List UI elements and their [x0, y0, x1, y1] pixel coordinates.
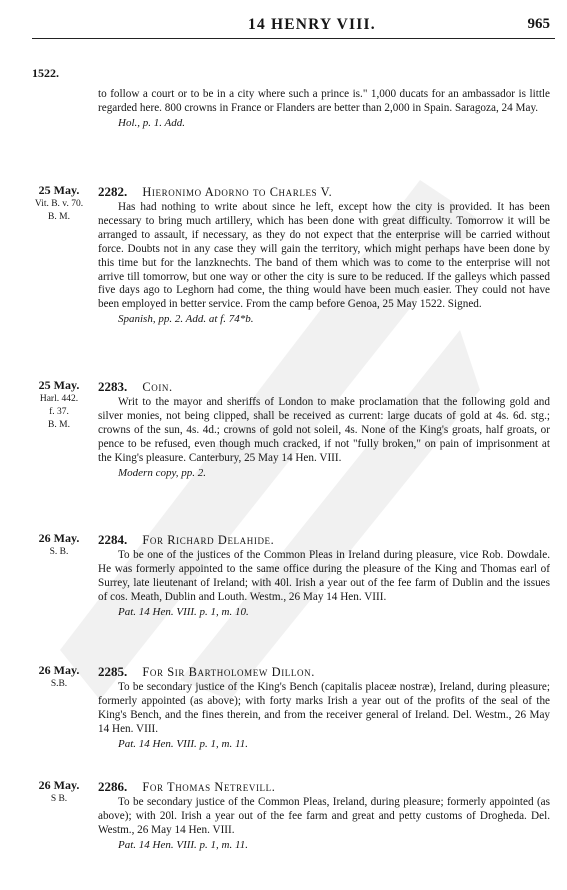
entry-ref: Vit. B. v. 70.: [34, 199, 84, 209]
entry-margin: [30, 379, 88, 432]
continued-text: to follow a court or to be in a city where such a prince is." 1,000 ducats for an ambassador is little regarded here. 800 crowns in France or Flanders are better than 2,000 in Spain. Saragoza, 24 May.: [98, 88, 550, 114]
entry-heading: For Richard Delahide.: [142, 533, 275, 547]
year-label: 1522.: [32, 66, 59, 80]
entry-text: Writ to the mayor and sheriffs of London to make proclamation that the following gold and silver monies, not being clipped, shall be received as current: large ducats of gold at 4s. 6d. stg.; crowns of the sun, 4s. 4d.; crowns of gold not soleil, 4s. None of the King's groats, half groats, or pence to be refused, even though much cracked, if not "fully broken," on pain of imprisonment at the King's pleasure. Canterbury, 25 May 14 Hen. VIII.: [98, 396, 550, 464]
entry-body: [98, 664, 550, 750]
entry-heading: For Thomas Netrevill.: [142, 780, 276, 794]
entry-text: To be one of the justices of the Common Pleas in Ireland during pleasure, vice Rob. Dowdale. He was formerly appointed to the same office during the pleasure of the King and Thomas earl of Surrey, late lieutenant of Ireland; with 40l. Irish a year out of the fee farm of Dublin and the issues of cos. Meath, Dublin and Louth. Westm., 26 May 14 Hen. VIII.: [98, 549, 550, 603]
entry-title: [98, 664, 550, 680]
entry-ref: Harl. 442.: [39, 394, 79, 404]
entry-number: 2286.: [98, 779, 128, 794]
entry-ref: S.B.: [50, 679, 68, 689]
entry-title: [98, 779, 550, 795]
entry-heading: For Sir Bartholomew Dillon.: [142, 665, 315, 679]
running-title: 14 HENRY VIII.: [248, 16, 376, 33]
continued-entry: [98, 88, 550, 129]
entry-number: 2283.: [98, 379, 128, 394]
entry-number: 2282.: [98, 184, 128, 199]
entry-text: To be secondary justice of the King's Bench (capitalis placeæ nostræ), Ireland, during pleasure; formerly appointed (as above); with forty marks Irish a year out of the profits of the seal of the King's Bench, and the fines therein, and from the receiver general of Ireland. Del. Westm., 26 May 14 Hen. VIII.: [98, 681, 550, 735]
continued-source: Hol., p. 1. Add.: [118, 116, 186, 129]
entry-date: 25 May.: [38, 378, 80, 392]
entry-body: [98, 184, 550, 325]
entry-ref: S. B.: [49, 547, 69, 557]
entry-source: Pat. 14 Hen. VIII. p. 1, m. 11.: [118, 838, 248, 851]
entry-title: [98, 379, 550, 395]
entry-date: 26 May.: [38, 778, 80, 792]
entry-ref: B. M.: [48, 420, 70, 430]
entry-source: Modern copy, pp. 2.: [118, 466, 206, 479]
entry-ref: f. 37.: [49, 407, 69, 417]
entry-margin: [30, 532, 88, 559]
page-header: [0, 0, 567, 32]
entry-title: [98, 184, 550, 200]
entry-text: Has had nothing to write about since he left, except how the city is provided. It has been necessary to bring much artillery, which has been done with great difficulty. Tomorrow it will be arranged to assault, if necessary, as they do not expect that the enterprise will be carried without force. Doubts not in any case they will gain the territory, which might perhaps have been done by this time but for the lanzknechts. The band of them which was to come to the enterprise will not arrive till tomorrow, but one way or other the city is sure to be reduced. If the galleys which passed five days ago to Leghorn had come, the thing would have been much easier. They could not have been employed in better service. From the camp before Genoa, 25 May 1522. Signed.: [98, 201, 550, 311]
header-rule: [32, 38, 555, 39]
entry-body: [98, 532, 550, 618]
entry-source: Spanish, pp. 2. Add. at f. 74*b.: [118, 313, 254, 326]
entry-body: [98, 379, 550, 479]
entry-margin: [30, 664, 88, 691]
entry-text: To be secondary justice of the Common Pleas, Ireland, during pleasure; formerly appointed (as above); with 20l. Irish a year out of the fee farm and great and petty customs of Drogheda. Del. Westm., 26 May 14 Hen. VIII.: [98, 796, 550, 836]
entry-date: 26 May.: [38, 531, 80, 545]
entry-ref: S B.: [50, 794, 68, 804]
entry-number: 2285.: [98, 664, 128, 679]
entry-number: 2284.: [98, 532, 128, 547]
entry-heading: Coin.: [142, 380, 173, 394]
entry-date: 25 May.: [38, 183, 80, 197]
entry-source: Pat. 14 Hen. VIII. p. 1, m. 11.: [118, 737, 248, 750]
entry-title: [98, 532, 550, 548]
entry-ref: B. M.: [48, 212, 70, 222]
entry-body: [98, 779, 550, 851]
entry-heading: Hieronimo Adorno to Charles V.: [142, 185, 333, 199]
entry-date: 26 May.: [38, 663, 80, 677]
entry-margin: [30, 184, 88, 224]
page-number: 965: [527, 16, 550, 32]
entry-source: Pat. 14 Hen. VIII. p. 1, m. 10.: [118, 605, 249, 618]
entry-margin: [30, 779, 88, 806]
